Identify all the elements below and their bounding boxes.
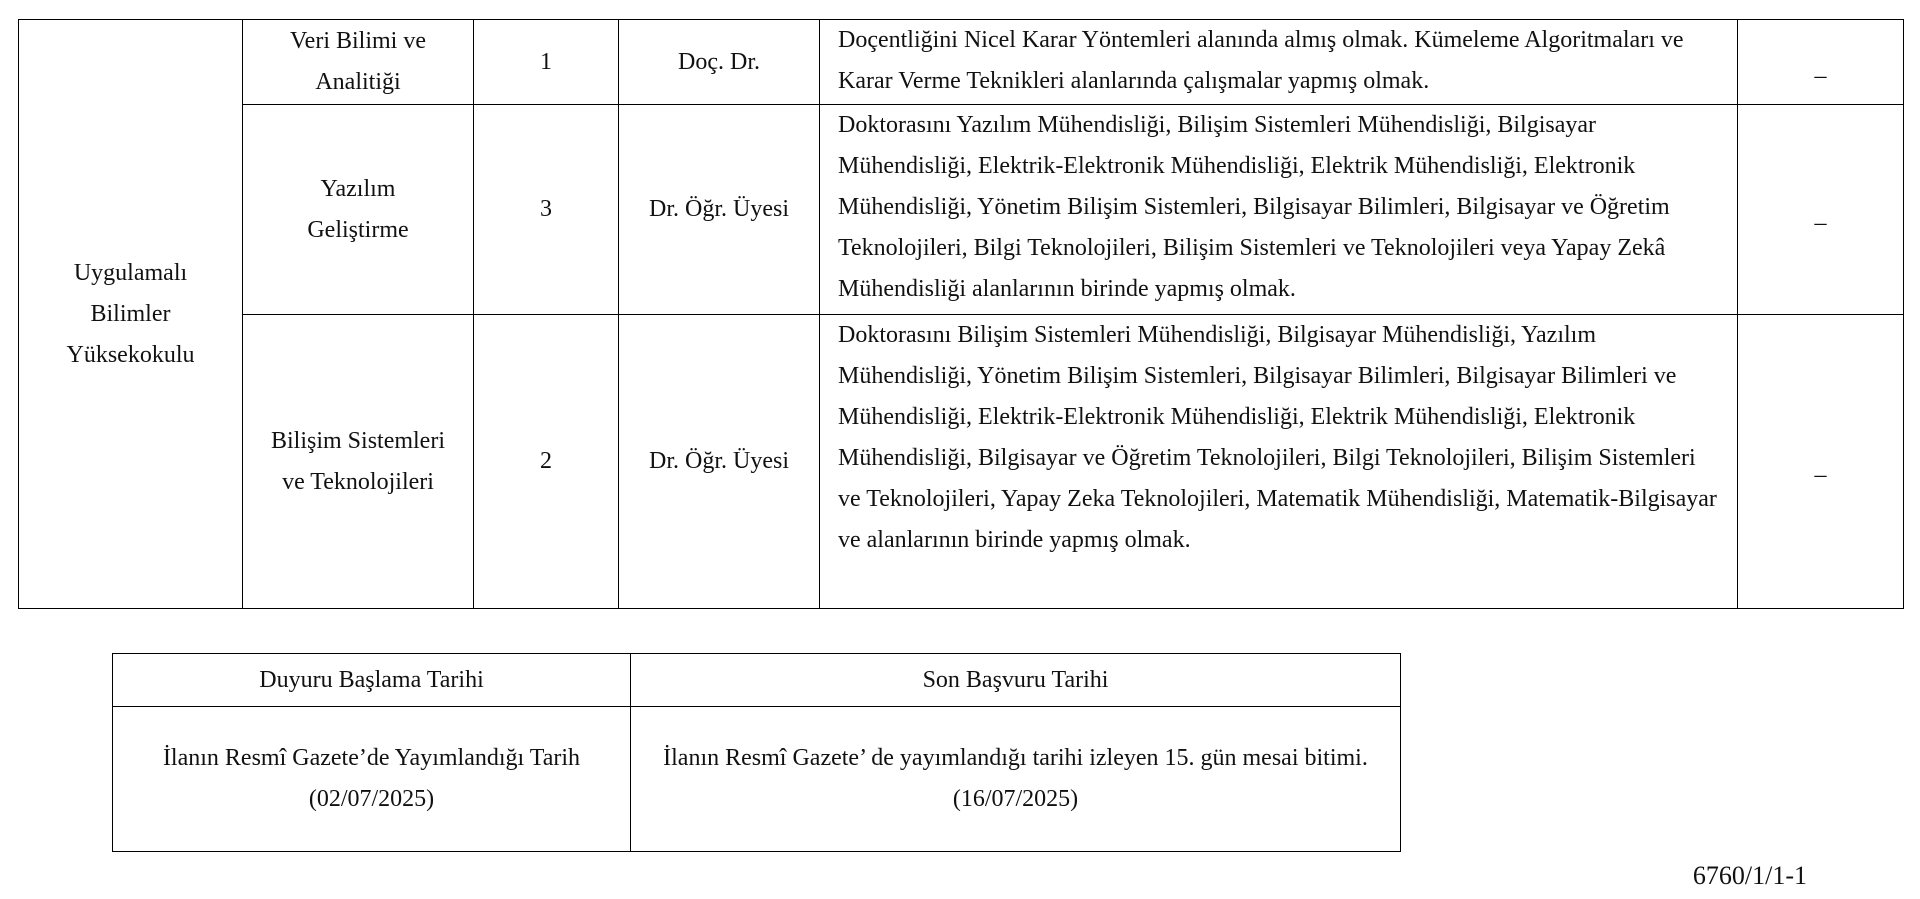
department-cell: Bilişim Sistemleri ve Teknolojileri: [243, 315, 474, 609]
count-cell: 3: [474, 105, 619, 315]
deadline-value: (16/07/2025): [952, 786, 1079, 812]
table-row: [19, 20, 1904, 105]
title-cell: Doç. Dr.: [619, 20, 820, 105]
note-cell: _: [1738, 315, 1904, 609]
department-cell: Veri Bilimi ve Analitiği: [243, 20, 474, 105]
table-row: [19, 105, 1904, 315]
unit-cell: Uygulamalı Bilimler Yüksekokulu: [19, 20, 243, 609]
page-number: 6760/1/1-1: [1692, 861, 1807, 890]
positions-table: [18, 19, 1904, 609]
table-row: [19, 315, 1904, 609]
dates-table: [112, 653, 1401, 852]
start-date-text: İlanın Resmî Gazete’de Yayımlandığı Tarih: [162, 745, 581, 771]
department-cell: Yazılım Geliştirme: [243, 105, 474, 315]
count-cell: 1: [474, 20, 619, 105]
table-row: [113, 654, 1401, 707]
start-date-header: Duyuru Başlama Tarihi: [113, 654, 631, 707]
title-cell: Dr. Öğr. Üyesi: [619, 315, 820, 609]
deadline-text: İlanın Resmî Gazete’ de yayımlandığı tarihi izleyen 15. gün mesai bitimi.: [663, 745, 1368, 771]
deadline-header: Son Başvuru Tarihi: [631, 654, 1401, 707]
requirement-cell: Doktorasını Yazılım Mühendisliği, Bilişim Sistemleri Mühendisliği, Bilgisayar Mühendisliği, Elektrik-Elektronik Mühendisliği, Elektrik Mühendisliği, Elektronik Mühendisliği, Yönetim Bilişim Sistemleri, Bilgisayar Bilimleri, Bilgisayar ve Öğretim Teknolojileri, Bilgi Teknolojileri, Bilişim Sistemleri ve Teknolojileri veya Yapay Zekâ Mühendisliği alanlarının birinde yapmış olmak.: [820, 105, 1738, 315]
note-cell: _: [1738, 105, 1904, 315]
count-cell: 2: [474, 315, 619, 609]
start-date-cell: [113, 707, 631, 852]
requirement-cell: Doçentliğini Nicel Karar Yöntemleri alanında almış olmak. Kümeleme Algoritmaları ve Karar Verme Teknikleri alanlarında çalışmalar yapmış olmak.: [820, 20, 1738, 105]
note-cell: _: [1738, 20, 1904, 105]
start-date-value: (02/07/2025): [308, 786, 435, 812]
deadline-cell: [631, 707, 1401, 852]
title-cell: Dr. Öğr. Üyesi: [619, 105, 820, 315]
requirement-cell: Doktorasını Bilişim Sistemleri Mühendisliği, Bilgisayar Mühendisliği, Yazılım Mühendisliği, Yönetim Bilişim Sistemleri, Bilgisayar Bilimleri, Bilgisayar Bilimleri ve Mühendisliği, Elektrik-Elektronik Mühendisliği, Elektrik Mühendisliği, Elektronik Mühendisliği, Bilgisayar ve Öğretim Teknolojileri, Bilgi Teknolojileri, Bilişim Sistemleri ve Teknolojileri, Yapay Zeka Teknolojileri, Matematik Mühendisliği, Matematik-Bilgisayar ve alanlarının birinde yapmış olmak.: [820, 315, 1738, 609]
table-row: [113, 707, 1401, 852]
